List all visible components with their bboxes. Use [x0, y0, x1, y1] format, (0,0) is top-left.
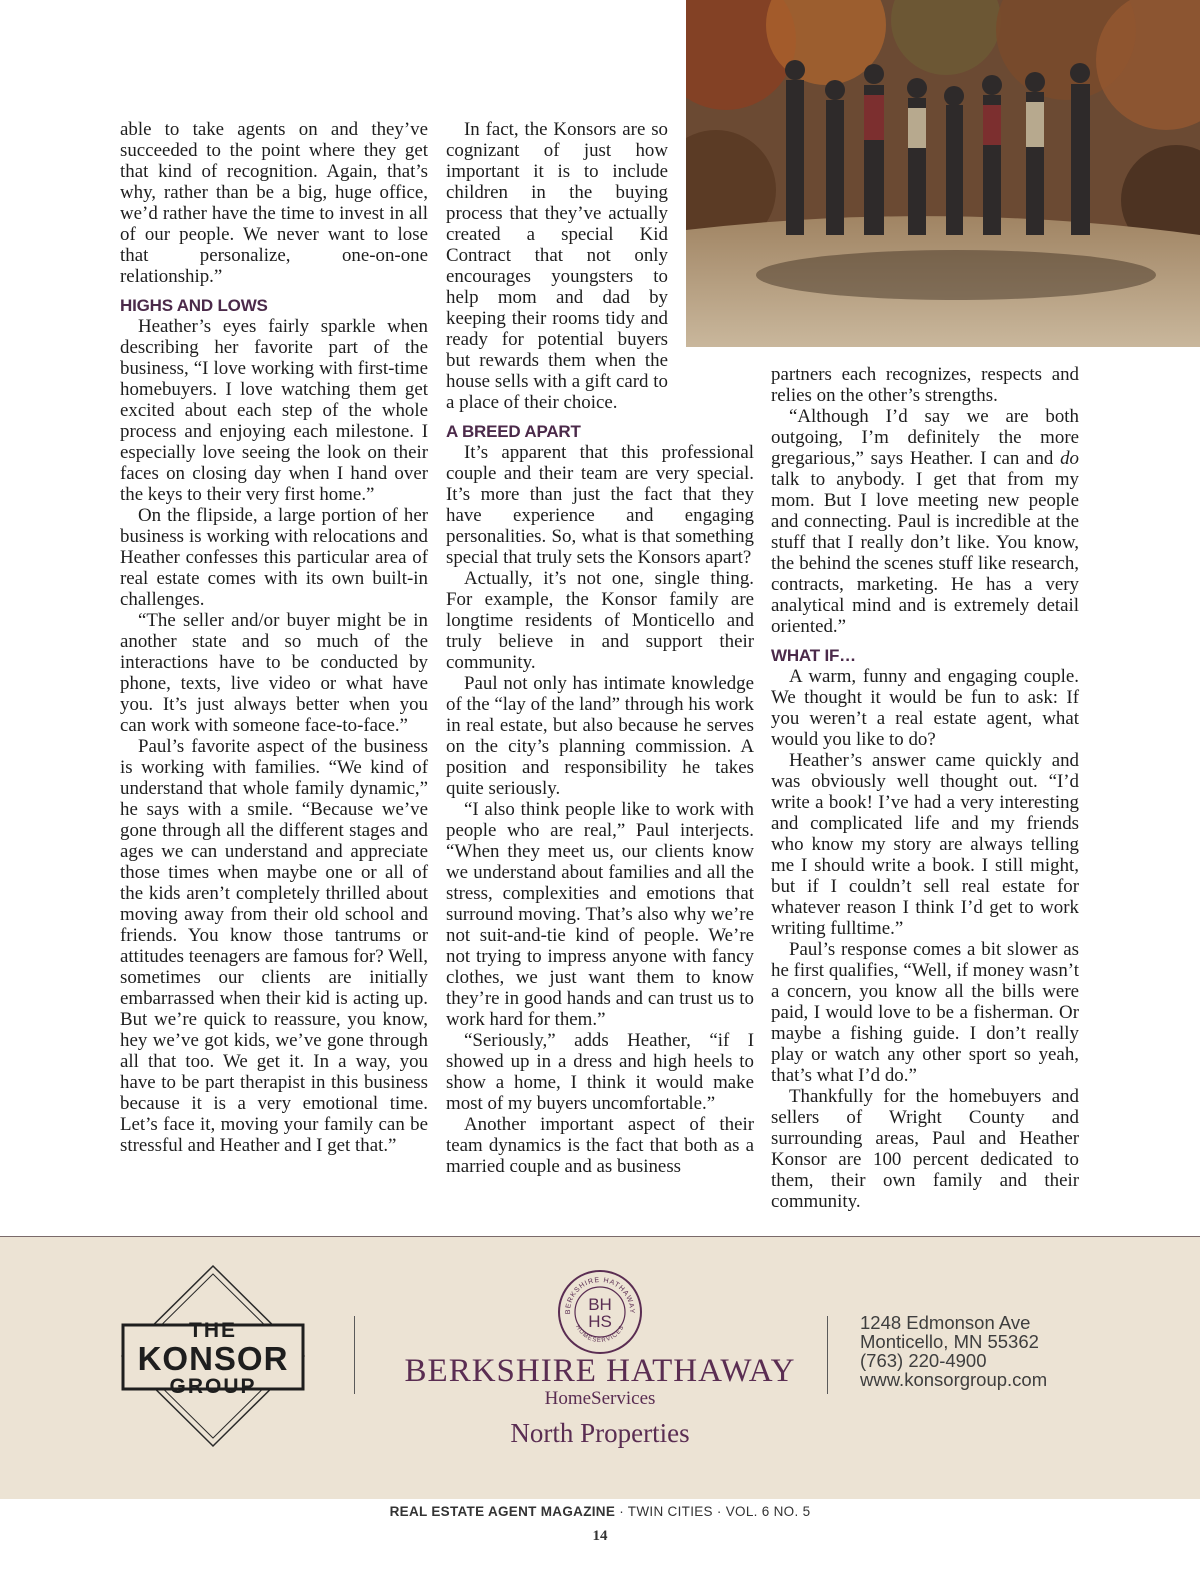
vertical-divider-left [354, 1316, 355, 1394]
page-number: 14 [592, 1528, 608, 1544]
magazine-footer [0, 1504, 1200, 1519]
konsor-wordmark [120, 1320, 306, 1398]
emphasis: do [1060, 448, 1079, 469]
paragraph: Another important aspect of their team dynamics is the fact that both as a married couple and as business [446, 1114, 754, 1177]
family-photo [686, 0, 1200, 347]
section-heading-a-breed-apart: A BREED APART [446, 422, 581, 441]
section-heading-what-if: WHAT IF… [771, 646, 856, 665]
magazine-issue: · TWIN CITIES · VOL. 6 NO. 5 [615, 1504, 811, 1519]
article-column-1 [120, 119, 428, 1156]
bhhs-region: North Properties [510, 1418, 690, 1448]
paragraph: “I also think people like to work with people who are real,” Paul interjects. “When they meet us, our clients know we understand about families and all the stress, complexities and emotions that surround moving. That’s also why we’re not suit-and-tie kind of people. We’re not trying to impress anyone with fancy clothes, we just want them to know they’re in good hands and can trust us to work hard for them.” [446, 799, 754, 1030]
paragraph: Paul’s favorite aspect of the business is working with families. “We kind of understand that whole family dynamic,” he says with a smile. “Because we’ve gone through all the different stages and ages we can understand and appreciate those times when maybe one or all of the kids aren’t completely thrilled about moving away from their old school and friends. You know those tantrums or attitudes teenagers are famous for? Well, sometimes our clients are initially embarrassed when their kid is acting up. But we’re quick to reassure, you know, hey we’ve got kids, we’ve gone through all that too. We get it. In a way, you have to be part therapist in this business because it is a very emotional time. Let’s face it, moving your family can be stressful and Heather and I get that.” [120, 736, 428, 1156]
paragraph: Heather’s eyes fairly sparkle when describing her favorite part of the business, “I love working with first-time homebuyers. I love watching them get excited about each step of the whole process and enjoying each milestone. I especially love seeing the look on their faces on closing day when I hand over the keys to their very first home.” [120, 316, 428, 505]
paragraph: “Seriously,” adds Heather, “if I showed up in a dress and high heels to show a home, I think it would make most of my buyers uncomfortable.” [446, 1030, 754, 1114]
website-link[interactable]: www.konsorgroup.com [860, 1369, 1048, 1390]
contact-block [860, 1313, 1120, 1389]
address-line-1: 1248 Edmonson Ave [860, 1312, 1031, 1333]
paragraph: It’s apparent that this professional couple and their team are very special. It’s more than just the fact that they have experience and engaging personalities. So, what is that something special that truly sets the Konsors apart? [446, 442, 754, 568]
bhhs-subbrand: HomeServices [544, 1388, 656, 1409]
paragraph: partners each recognizes, respects and relies on the other’s strengths. [771, 364, 1079, 406]
paragraph [771, 406, 1079, 637]
seal-text-top: BERKSHIRE HATHAWAY [564, 1276, 636, 1315]
paragraph: Thankfully for the homebuyers and sellers of Wright County and surrounding areas, Paul and Heather Konsor are 100 percent dedicated to them, their own family and their community. [771, 1086, 1079, 1212]
seal-monogram-bottom: HS [588, 1312, 612, 1331]
article-column-2 [446, 119, 754, 1177]
konsor-the: THE [189, 1319, 237, 1342]
magazine-title: REAL ESTATE AGENT MAGAZINE [389, 1504, 616, 1519]
paragraph: In fact, the Konsors are so cognizant of just how important it is to include children in the buying process that they’ve actually created a special Kid Contract that not only encourages youngsters to help mom and dad by keeping their rooms tidy and ready for potential buyers but rewards them when the house sells with a gift card to a place of their choice. [446, 119, 668, 413]
paragraph: A warm, funny and engaging couple. We thought it would be fun to ask: If you weren’t a real estate agent, what would you like to do? [771, 666, 1079, 750]
photo-wrap-spacer [668, 119, 754, 383]
paragraph: Actually, it’s not one, single thing. For example, the Konsor family are longtime residents of Monticello and truly believe in and support their community. [446, 568, 754, 673]
phone-number: (763) 220-4900 [860, 1350, 987, 1371]
bhhs-brand-name: BERKSHIRE HATHAWAY [404, 1353, 796, 1389]
paragraph: “The seller and/or buyer might be in another state and so much of the interactions have to be conducted by phone, texts, live video or what have you. It’s just always better when you can work with someone face-to-face.” [120, 610, 428, 736]
vertical-divider-right [827, 1316, 828, 1394]
text-run: talk to anybody. I get that from my mom. But I love meeting new people and connecting. Paul is incredible at the stuff that I really don’t like. You know, the behind the scenes stuff like research, contracts, marketing. He has a very analytical mind and is extremely detail oriented.” [771, 469, 1079, 637]
article-column-3 [771, 364, 1079, 1212]
konsor-group: GROUP [169, 1375, 257, 1398]
seal-monogram-top: BH [588, 1295, 612, 1314]
paragraph: Paul not only has intimate knowledge of the “lay of the land” through his work in real estate, but also because he serves on the city’s planning commission. A position and responsibility he takes quite seriously. [446, 673, 754, 799]
bhhs-seal-logo [557, 1269, 643, 1355]
paragraph: On the flipside, a large portion of her business is working with relocations and Heather confesses this particular area of real estate comes with its own built-in challenges. [120, 505, 428, 610]
konsor-name: KONSOR [137, 1340, 289, 1377]
address-line-2: Monticello, MN 55362 [860, 1331, 1039, 1352]
text-run: “Although I’d say we are both outgoing, I’m definitely the more gregarious,” says Heather. I can and [771, 406, 1079, 469]
paragraph: Heather’s answer came quickly and was obviously well thought out. “I’d write a book! I’ve had a very interesting and complicated life and my friends who know my story are always telling me I should write a book. I still might, but if I couldn’t sell real estate for whatever reason I think I’d get to work writing fulltime.” [771, 750, 1079, 939]
paragraph: able to take agents on and they’ve succeeded to the point where they get that kind of recognition. Again, that’s why, rather than be a big, huge office, we’d rather have the time to invest in all of our people. We never want to lose that personalize, one-on-one relationship.” [120, 119, 428, 287]
section-heading-highs-and-lows: HIGHS AND LOWS [120, 296, 268, 315]
paragraph: Paul’s response comes a bit slower as he first qualifies, “Well, if money wasn’t a concern, you know all the bills were paid, I would love to be a fisherman. Or maybe a fishing guide. I don’t really play or watch any other sport so yeah, that’s what I’d do.” [771, 939, 1079, 1086]
seal-text-bottom: HOMESERVICES [574, 1324, 626, 1345]
